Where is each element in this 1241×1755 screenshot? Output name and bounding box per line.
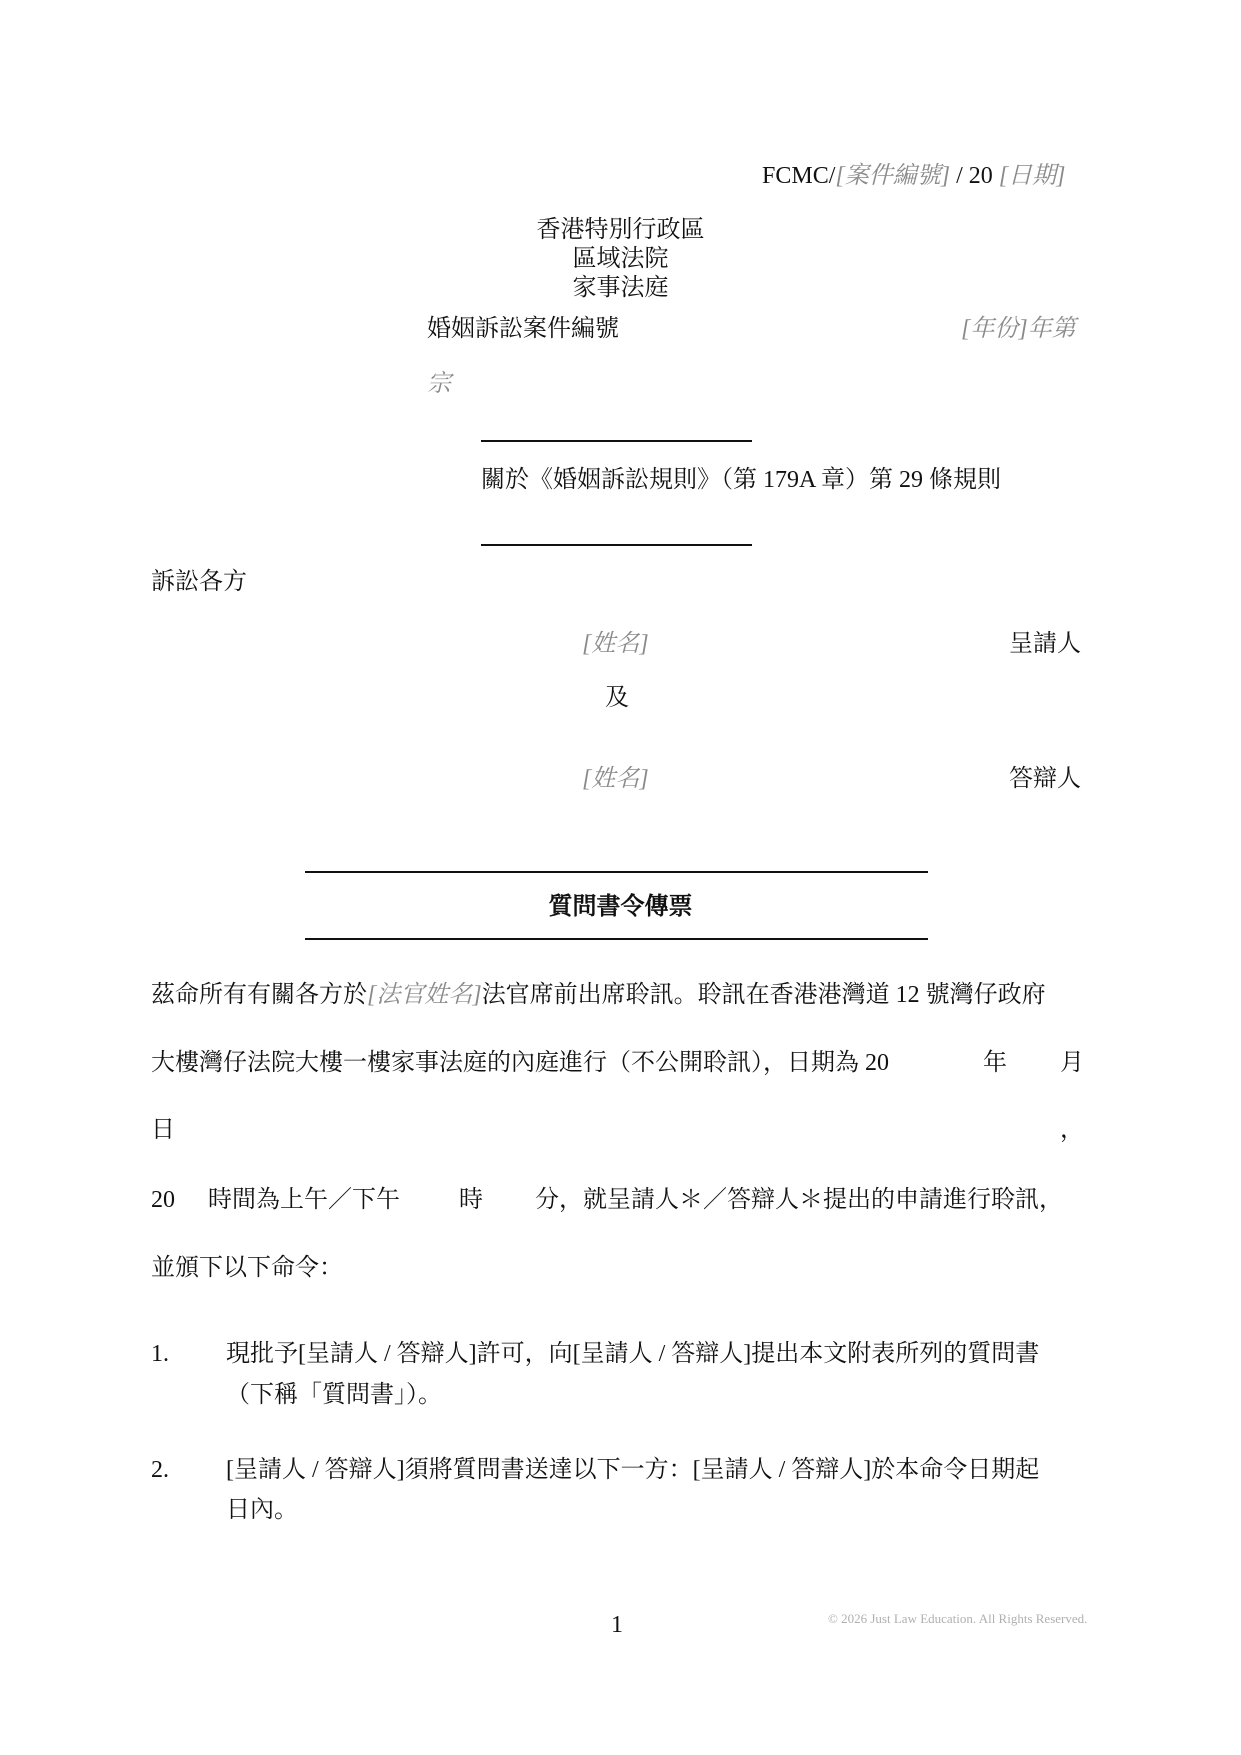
case-type-label: 婚姻訴訟案件編號: [427, 316, 619, 342]
case-number-suffix: 宗: [427, 371, 451, 397]
order-2-line-2: 日內。: [226, 1497, 298, 1523]
respondent-name-placeholder: [姓名]: [582, 766, 649, 792]
body-line-4-year: 20: [151, 1187, 175, 1213]
body-line-4-time: 時間為上午／下午: [208, 1187, 400, 1213]
body-line-3-day: 日: [151, 1117, 175, 1143]
order-1-number: 1.: [151, 1341, 169, 1367]
body-line-1: 茲命所有有關各方於[法官姓名]法官席前出席聆訊。聆訊在香港港灣道 12 號灣仔政府: [151, 982, 1046, 1008]
rule-reference: 關於《婚姻訴訟規則》（第 179A 章）第 29 條規則: [481, 467, 1002, 493]
rule-top-divider: [481, 440, 752, 442]
body-line-2: 大樓灣仔法院大樓一樓家事法庭的內庭進行（不公開聆訊），日期為 20: [151, 1050, 889, 1076]
court-line-2: 區域法院: [572, 246, 669, 272]
body-line-4-rest: 分，就呈請人＊／答辯人＊提出的申請進行聆訊，: [535, 1187, 1063, 1213]
order-2-number: 2.: [151, 1457, 169, 1483]
and-connector: 及: [605, 685, 629, 711]
year-suffix: 年第: [1027, 316, 1076, 342]
case-prefix: FCMC/: [762, 163, 836, 189]
court-line-1: 香港特別行政區: [536, 217, 705, 243]
page-number: 1: [611, 1612, 623, 1638]
case-year-separator: / 20: [950, 163, 999, 189]
order-1-line-2: （下稱「質問書」）。: [226, 1382, 442, 1408]
copyright-notice: © 2026 Just Law Education. All Rights Reserved.: [828, 1611, 1088, 1626]
case-year-field: [961, 314, 1076, 344]
petitioner-role: 呈請人: [1009, 631, 1081, 657]
parties-heading: 訴訟各方: [151, 569, 247, 595]
body-line-2-month: 月: [1060, 1050, 1084, 1076]
body-line-3-comma: ，: [1060, 1117, 1084, 1143]
body-line-5: 並頒下以下命令：: [151, 1255, 343, 1281]
body-line-4-hour: 時: [459, 1187, 483, 1213]
court-line-3: 家事法庭: [572, 275, 669, 301]
order-1-line-1: 現批予[呈請人 / 答辯人]許可，向[呈請人 / 答辯人]提出本文附表所列的質問書: [226, 1341, 1040, 1367]
year-placeholder: [年份]: [961, 316, 1028, 342]
judge-name-placeholder: [法官姓名]: [367, 982, 482, 1008]
petitioner-name-placeholder: [姓名]: [582, 631, 649, 657]
body-line-2-year: 年: [983, 1050, 1007, 1076]
document-title: 質問書令傳票: [548, 894, 693, 920]
title-bottom-divider: [305, 938, 928, 940]
date-placeholder: [日期]: [998, 163, 1066, 189]
title-top-divider: [305, 871, 928, 873]
rule-bottom-divider: [481, 544, 752, 546]
respondent-role: 答辯人: [1009, 766, 1081, 792]
order-2-line-1: [呈請人 / 答辯人]須將質問書送達以下一方：[呈請人 / 答辯人]於本命令日期起: [226, 1457, 1040, 1483]
case-number-header: [762, 161, 1065, 191]
case-number-placeholder: [案件編號]: [835, 163, 951, 189]
